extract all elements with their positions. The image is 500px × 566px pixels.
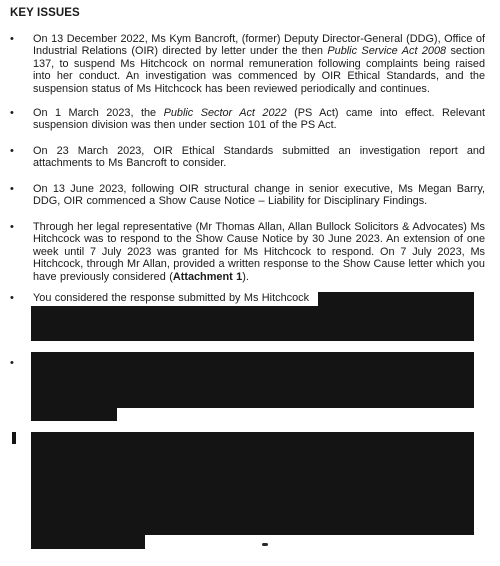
paragraph-text: On 23 March 2023, OIR Ethical Standards submitted an investigation report and attachments to Ms Bancroft to consider. bbox=[33, 145, 485, 170]
bullet: • bbox=[10, 33, 14, 45]
bullet: • bbox=[10, 221, 14, 233]
redaction-block bbox=[31, 352, 474, 408]
bullet: • bbox=[10, 292, 14, 304]
bullet: • bbox=[10, 107, 14, 119]
list-item bbox=[10, 107, 486, 135]
list-item bbox=[10, 145, 486, 173]
redaction-block bbox=[31, 534, 145, 549]
bullet: • bbox=[10, 145, 14, 157]
paragraph-text: On 13 June 2023, following OIR structural change in senior executive, Ms Megan Barry, DDG, OIR commenced a Show Cause Notice – Liability for Disciplinary Findings. bbox=[33, 183, 485, 208]
paragraph-text: You considered the response submitted by Ms Hitchcock bbox=[33, 292, 310, 304]
redaction-block bbox=[31, 432, 474, 535]
paragraph-text: On 1 March 2023, the Public Sector Act 2022 (PS Act) came into effect. Relevant suspension division was then under section 101 of the PS Act. bbox=[33, 107, 485, 132]
scan-speck bbox=[262, 543, 268, 546]
list-item bbox=[10, 33, 486, 97]
section-heading: KEY ISSUES bbox=[10, 7, 80, 19]
redaction-block bbox=[31, 306, 474, 341]
paragraph-text: On 13 December 2022, Ms Kym Bancroft, (former) Deputy Director-General (DDG), Office of Industrial Relations (OIR) directed by letter under the then Public Service Act 2008 section 137, to suspend Ms Hitchcock on normal remuneration following complaints being raised into her conduct. An investigation was commenced by OIR Ethical Standards, and the suspension status of Ms Hitchcock has been reviewed periodically and continues. bbox=[33, 33, 485, 95]
margin-mark bbox=[12, 432, 16, 444]
redaction-block bbox=[31, 407, 117, 421]
list-item bbox=[10, 183, 486, 211]
bullet: • bbox=[10, 357, 14, 369]
paragraph-text: Through her legal representative (Mr Thomas Allan, Allan Bullock Solicitors & Advocates) Ms Hitchcock was to respond to the Show Cause Notice by 30 June 2023. An extension of one week until 7 July 2023 was granted for Ms Hitchcock to respond. On 7 July 2023, Ms Hitchcock, through Mr Allan, provided a written response to the Show Cause letter which you have previously considered (Attachment 1). bbox=[33, 221, 485, 283]
list-item bbox=[10, 221, 486, 285]
bullet: • bbox=[10, 183, 14, 195]
